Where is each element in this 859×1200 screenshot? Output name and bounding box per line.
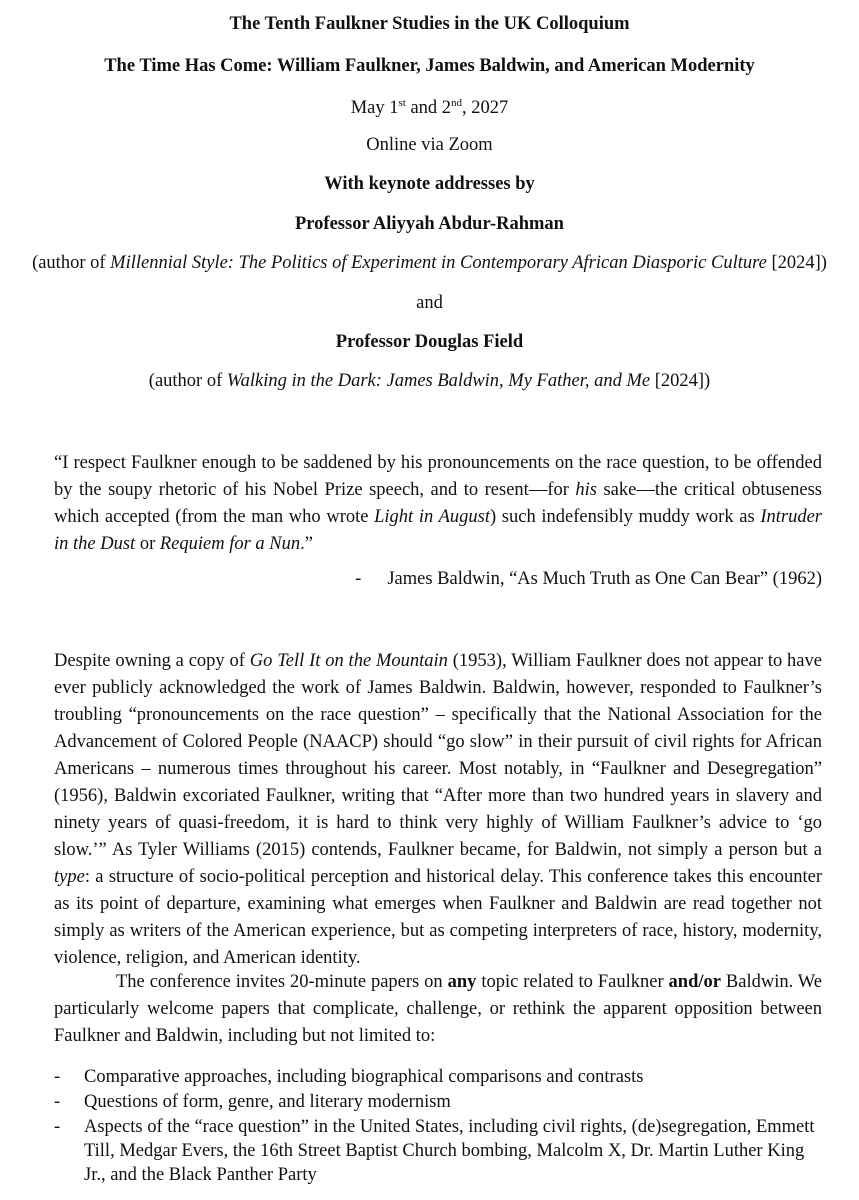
document-subtitle: The Time Has Come: William Faulkner, James Baldwin, and American Modernity: [104, 56, 755, 76]
list-item: - Aspects of the “race question” in the United States, including civil rights, (de)segregation, Emmett Till, Medgar Evers, the 16th Street Baptist Church bombing, Malcolm X, Dr. Martin Luther King Jr., and the Black Panther Party: [54, 1117, 815, 1185]
topics-list: [54, 1065, 822, 1188]
document-title: The Tenth Faulkner Studies in the UK Colloquium: [229, 14, 630, 34]
event-venue: Online via Zoom: [366, 135, 493, 155]
event-date: May 1st and 2nd, 2027: [350, 97, 509, 118]
baldwin-quote: “I respect Faulkner enough to be saddened by his pronouncements on the race question, to be offended by the soupy rhetoric of his Nobel Prize speech, and to resent—for his sake—the critical obtuseness which accepted (from the man who wrote Light in August) such indefensibly muddy work as Intruder in the Dust or Requiem for a Nun.”: [54, 453, 822, 554]
keynote-speaker-1-book: (author of Millennial Style: The Politics of Experiment in Contemporary African Diasporic Culture [2024]): [32, 253, 827, 273]
keynote-speaker-2: Professor Douglas Field: [335, 332, 524, 352]
list-item: - Comparative approaches, including biographical comparisons and contrasts: [54, 1067, 644, 1087]
and-separator: and: [416, 293, 443, 313]
keynote-intro: With keynote addresses by: [324, 174, 535, 194]
body-paragraph-1: Despite owning a copy of Go Tell It on the Mountain (1953), William Faulkner does not appear to have ever publicly acknowledged the work of James Baldwin. Baldwin, however, responded to Faulkner’s troubling “pronouncements on the race question” – specifically that the National Association for the Advancement of Colored People (NAACP) should “go slow” in their pursuit of civil rights for African Americans – numerous times throughout his career. Most notably, in “Faulkner and Desegregation” (1956), Baldwin excoriated Faulkner, writing that “After more than two hundred years in slavery and ninety years of quasi-freedom, it is hard to think very highly of William Faulkner’s advice to ‘go slow.’” As Tyler Williams (2015) contends, Faulkner became, for Baldwin, not simply a person but a type: a structure of socio-political perception and historical delay. This conference takes this encounter as its point of departure, examining what emerges when Faulkner and Baldwin are read together not simply as writers of the American experience, but as competing interpreters of race, history, modernity, violence, religion, and American identity.: [54, 651, 822, 968]
body-paragraph-2: The conference invites 20-minute papers on any topic related to Faulkner and/or Baldwin. We particularly welcome papers that complicate, challenge, or rethink the apparent opposition between Faulkner and Baldwin, including but not limited to:: [54, 972, 822, 1046]
list-item: - Questions of form, genre, and literary modernism: [54, 1092, 451, 1112]
keynote-speaker-1: Professor Aliyyah Abdur-Rahman: [295, 214, 564, 234]
keynote-speaker-2-book: (author of Walking in the Dark: James Baldwin, My Father, and Me [2024]): [148, 371, 711, 391]
quote-attribution: - James Baldwin, “As Much Truth as One Can Bear” (1962): [355, 569, 822, 589]
